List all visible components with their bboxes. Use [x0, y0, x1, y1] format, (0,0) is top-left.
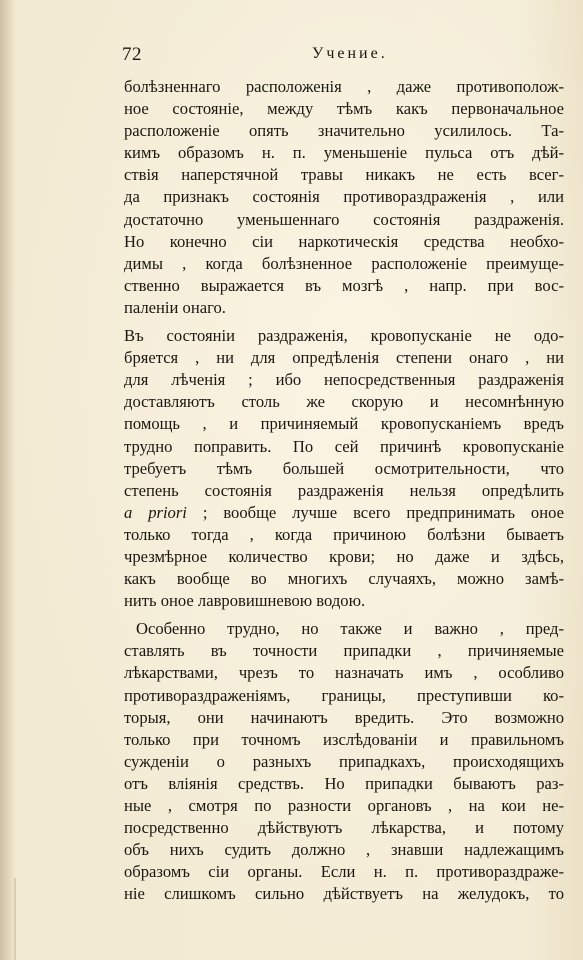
- text-line: сужденіи о разныхъ припадкахъ, происходящихъ: [124, 751, 564, 771]
- text-line: Въ состояніи раздраженія, кровопусканіе не одо-: [124, 326, 564, 346]
- text-line: для лѣченія ; ибо непосредственныя раздраженія: [124, 370, 564, 390]
- running-title: Учение.: [312, 45, 388, 62]
- text-line: димы , когда болѣзненное расположеніе преимуще-: [124, 253, 564, 273]
- text-line: паленіи онаго.: [124, 297, 226, 317]
- page-edge-mark: [14, 878, 16, 960]
- text-line: расположеніе опять значительно усилилось. Та-: [124, 121, 564, 141]
- text-line: ніе слишкомъ сильно дѣйствуетъ на желудокъ, то: [124, 884, 564, 904]
- page-header: [122, 44, 562, 68]
- spine-shadow: [0, 0, 14, 960]
- text-line: бряется , ни для опредѣленія степени онаго , ни: [124, 348, 564, 368]
- text-line: болѣзненнаго расположенія , даже противополож-: [124, 77, 564, 96]
- text-line: да признакъ состоянія противораздраженія , или: [124, 187, 564, 207]
- text-line: кимъ образомъ н. п. уменьшеніе пульса отъ дѣй-: [124, 143, 564, 163]
- text-line: степень состоянія раздраженія нельзя опредѣлить: [124, 480, 564, 500]
- text-line: какъ вообще во многихъ случаяхъ, можно замѣ-: [124, 569, 564, 589]
- text-line: Но конечно сіи наркотическія средства необхо-: [124, 231, 564, 251]
- text-line: противораздраженіямъ, границы, преступивши ко-: [124, 685, 564, 705]
- text-line: ствія наперстячной травы никакъ не есть всег-: [124, 165, 564, 185]
- body-text: [124, 76, 564, 905]
- text-line: лѣкарствами, чрезъ то назначать имъ , особливо: [124, 663, 564, 683]
- text-line: ные , смотря по разности органовъ , на кои не-: [124, 796, 564, 815]
- text-line: ставлять въ точности припадки , причиняемые: [124, 641, 564, 661]
- text-line: требуетъ тѣмъ большей осмотрительности, что: [124, 458, 564, 478]
- text-line: отъ вліянія средствъ. Но припадки бываютъ раз-: [124, 773, 564, 793]
- text-line: помощь , и причиняемый кровопусканіемъ вредъ: [124, 414, 564, 434]
- page-number: 72: [122, 44, 142, 65]
- latin-phrase: a priori: [124, 502, 187, 522]
- text-line: ное состояніе, между тѣмъ какъ первоначальное: [124, 99, 564, 119]
- text-line: нить оное лавровишневою водою.: [124, 591, 366, 611]
- text-line: только тогда , когда причиною болѣзни бываетъ: [124, 524, 564, 544]
- text-line: трудно поправить. По сей причинѣ кровопусканіе: [124, 436, 564, 456]
- text-line: достаточно уменьшеннаго состоянія раздраженія.: [124, 209, 564, 229]
- text-line: только при точномъ изслѣдованіи и правильномъ: [124, 729, 564, 749]
- text-line: объ нихъ судить должно , знавши надлежащимъ: [124, 840, 564, 860]
- text-line: чрезмѣрное количество крови; но даже и здѣсь,: [124, 546, 564, 566]
- text-line: a priori ; вообще лучше всего предпринимать оное: [124, 502, 564, 522]
- text-line: посредственно дѣйствуютъ лѣкарства, и потому: [124, 818, 564, 838]
- text-line: ственно выражается въ мозгѣ , напр. при вос-: [124, 275, 564, 295]
- text-line: Особенно трудно, но также и важно , пред-: [136, 619, 564, 639]
- text-line: доставляютъ столь же скорую и несомнѣнную: [124, 392, 564, 412]
- text-line: образомъ сіи органы. Если н. п. противораздраже-: [124, 862, 564, 882]
- text-line: торыя, они начинаютъ вредить. Это возможно: [124, 707, 564, 727]
